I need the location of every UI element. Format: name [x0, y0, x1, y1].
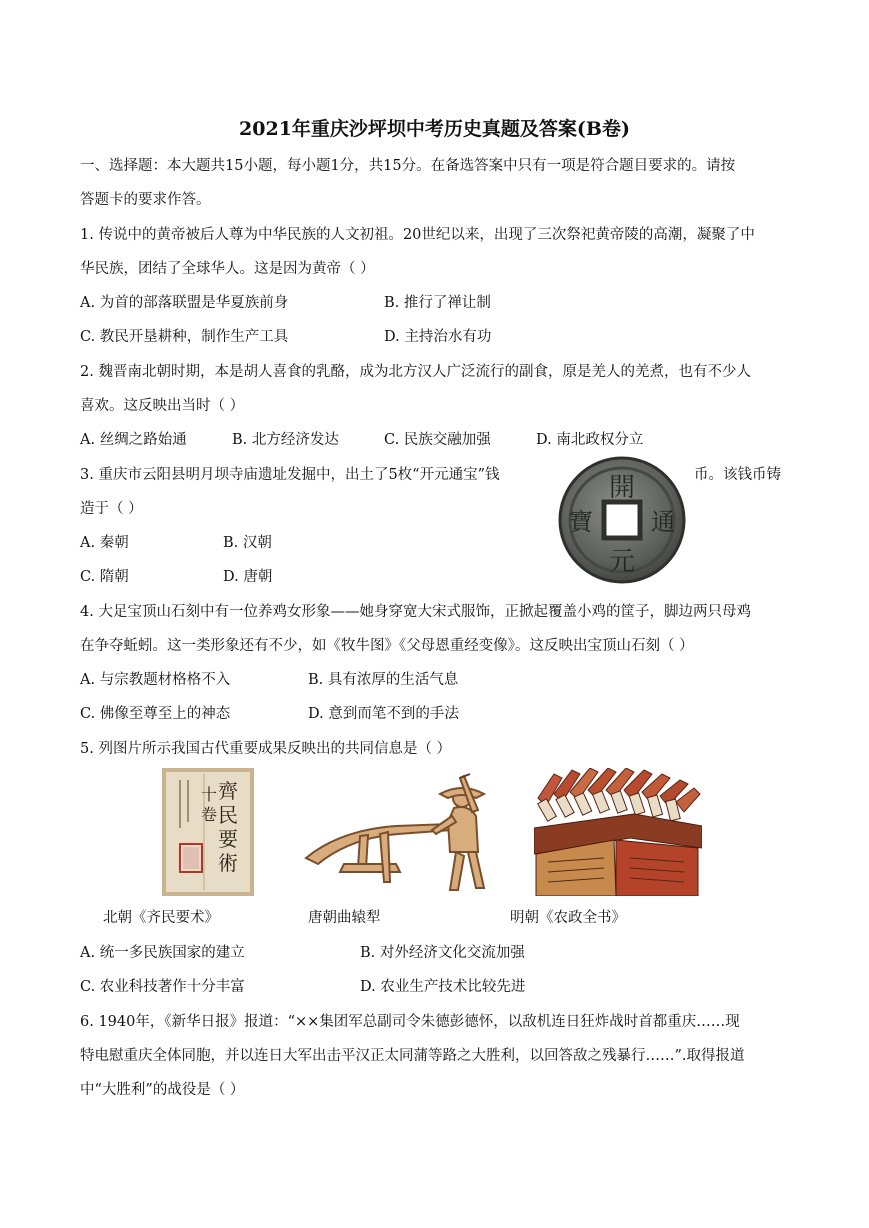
q3-option-a: A. 秦朝: [80, 535, 129, 551]
q2-option-c: C. 民族交融加强: [384, 432, 491, 448]
q5-caption-1: 北朝《齐民要术》: [103, 910, 219, 926]
q4-option-c: C. 佛像至尊至上的神态: [80, 706, 231, 722]
q3-stem-line1b: 币。该钱币铸: [694, 467, 781, 483]
page-title: 2021年重庆沙坪坝中考历史真题及答案(B卷): [239, 118, 630, 140]
q5-caption-3: 明朝《农政全书》: [510, 910, 626, 926]
q2-option-d: D. 南北政权分立: [536, 432, 644, 448]
q4-stem-line2: 在争夺蚯蚓。这一类形象还有不少，如《牧牛图》《父母恩重经变像》。这反映出宝顶山石刻（ ）: [80, 638, 694, 654]
coin-char-right: 通: [651, 508, 675, 536]
book-char-6: 卷: [200, 805, 218, 824]
q6-stem-line3: 中“大胜利”的战役是（ ）: [80, 1082, 245, 1098]
section-instruction-line2: 答题卡的要求作答。: [80, 192, 211, 208]
q5-option-d: D. 农业生产技术比较先进: [360, 979, 526, 995]
book-char-4: 術: [218, 851, 238, 875]
section-instruction-line1: 一、选择题：本大题共15小题，每小题1分，共15分。在备选答案中只有一项是符合题目要求的。请按: [80, 158, 736, 174]
q3-stem-line1a: 3. 重庆市云阳县明月坝寺庙遗址发掘中，出土了5枚“开元通宝”钱: [80, 467, 500, 483]
q3-option-c: C. 隋朝: [80, 569, 129, 585]
q1-option-a: A. 为首的部落联盟是华夏族前身: [80, 295, 289, 311]
q1-option-d: D. 主持治水有功: [384, 329, 492, 345]
q1-stem-line1: 1. 传说中的黄帝被后人尊为中华民族的人文初祖。20世纪以来，出现了三次祭祀黄帝陵的高潮，凝聚了中: [80, 227, 755, 243]
q4-stem-line1: 4. 大足宝顶山石刻中有一位养鸡女形象——她身穿宽大宋式服饰，正掀起覆盖小鸡的筐子，脚边两只母鸡: [80, 604, 751, 620]
q4-option-a: A. 与宗教题材格格不入: [80, 672, 231, 688]
qimin-yaoshu-book-image: [162, 768, 254, 896]
q3-option-b: B. 汉朝: [223, 535, 272, 551]
coin-char-top: 開: [608, 473, 636, 503]
book-char-1: 齊: [218, 779, 238, 803]
q5-option-b: B. 对外经济文化交流加强: [360, 945, 525, 961]
q5-option-c: C. 农业科技著作十分丰富: [80, 979, 245, 995]
book-char-2: 民: [218, 803, 238, 827]
q2-option-a: A. 丝绸之路始通: [80, 432, 187, 448]
q2-stem-line1: 2. 魏晋南北朝时期，本是胡人喜食的乳酪，成为北方汉人广泛流行的副食，原是羌人的羌煮，也有不少人: [80, 364, 751, 380]
q2-option-b: B. 北方经济发达: [232, 432, 339, 448]
q3-stem-line2: 造于（ ）: [80, 501, 143, 517]
q5-caption-2: 唐朝曲辕犁: [308, 910, 381, 926]
nongzheng-quanshu-books-image: [534, 768, 702, 896]
q5-stem-line1: 5. 列图片所示我国古代重要成果反映出的共同信息是（ ）: [80, 741, 452, 757]
kaiyuan-coin-image: [553, 456, 691, 584]
coin-char-bottom: 元: [608, 547, 636, 577]
book-char-5: 十: [200, 785, 218, 804]
q6-stem-line1: 6. 1940年，《新华日报》报道：“××集团军总副司令朱德彭德怀，以敌机连日狂炸战时首都重庆……现: [80, 1014, 740, 1030]
q1-option-b: B. 推行了禅让制: [384, 295, 491, 311]
q2-stem-line2: 喜欢。这反映出当时（ ）: [80, 398, 245, 414]
book-char-3: 要: [218, 827, 238, 851]
q5-option-a: A. 统一多民族国家的建立: [80, 945, 245, 961]
coin-char-left: 寶: [569, 508, 593, 536]
q1-option-c: C. 教民开垦耕种，制作生产工具: [80, 329, 289, 345]
q4-option-b: B. 具有浓厚的生活气息: [308, 672, 459, 688]
curved-plough-image: [300, 772, 496, 896]
q1-stem-line2: 华民族，团结了全球华人。这是因为黄帝（ ）: [80, 261, 375, 277]
q4-option-d: D. 意到而笔不到的手法: [308, 706, 459, 722]
q3-option-d: D. 唐朝: [223, 569, 273, 585]
q6-stem-line2: 特电慰重庆全体同胞，并以连日大军出击平汉正太同蒲等路之大胜利，以回答敌之残暴行……”.取得报道: [80, 1048, 745, 1064]
